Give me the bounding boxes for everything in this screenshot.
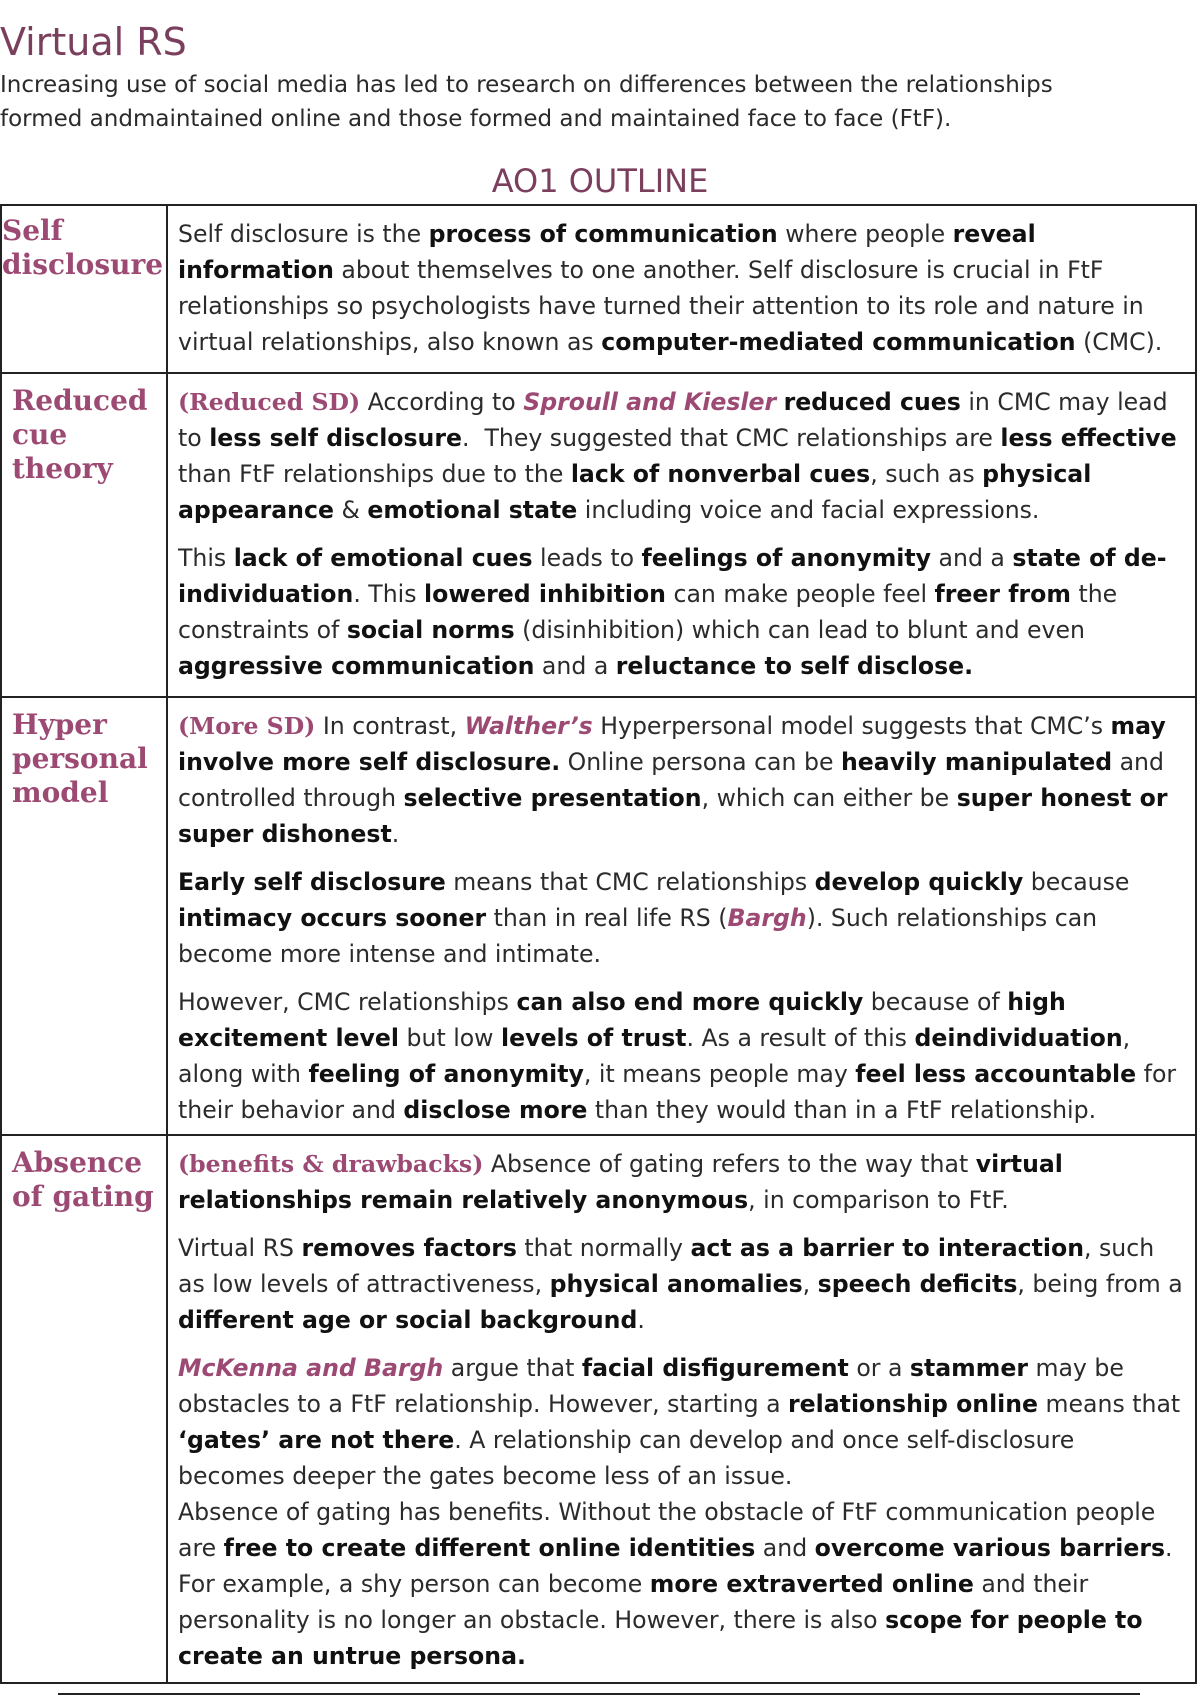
- paragraph: (Reduced SD) According to Sproull and Kiesler reduced cues in CMC may lead to less self disclosure. They suggested that CMC relationships are less effective than FtF relationships due to the lack of nonverbal cues, such as physical appearance & emotional state including voice and facial expressions.: [178, 388, 1177, 524]
- paragraph: Absence of gating has benefits. Without the obstacle of FtF communication people are free to create different online identities and overcome various barriers. For example, a shy person can become more extraverted online and their personality is no longer an obstacle. However, there is also scope for people to create an untrue persona.: [178, 1498, 1173, 1670]
- row-label-hyperpersonal: Hyper personal model: [1, 697, 167, 1135]
- paragraph: McKenna and Bargh argue that facial disfigurement or a stammer may be obstacles to a FtF relationship. However, starting a relationship online means that ‘gates’ are not there. A relationship can develop and once self-disclosure becomes deeper the gates become less of an issue.: [178, 1354, 1181, 1490]
- footer-divider: [58, 1693, 1140, 1695]
- paragraph: Early self disclosure means that CMC relationships develop quickly because intimacy occurs sooner than in real life RS (Bargh). Such relationships can become more intense and intimate.: [178, 868, 1130, 968]
- table-row: [1, 205, 1196, 373]
- intro-paragraph: Increasing use of social media has led to research on differences between the relationships formed andmaintained online and those formed and maintained face to face (FtF).: [0, 72, 1053, 132]
- table-row: [1, 373, 1196, 697]
- paragraph: (benefits & drawbacks) Absence of gating refers to the way that virtual relationships remain relatively anonymous, in comparison to FtF.: [178, 1150, 1063, 1214]
- row-content-self-disclosure: [167, 205, 1196, 373]
- row-label-reduced-cue: Reduced cue theory: [1, 373, 167, 697]
- paragraph: (More SD) In contrast, Walther’s Hyperpersonal model suggests that CMC’s may involve more self disclosure. Online persona can be heavily manipulated and controlled through selective presentation, which can either be super honest or super dishonest.: [178, 712, 1168, 848]
- row-label-self-disclosure: Self disclosure: [1, 205, 167, 373]
- paragraph: Virtual RS removes factors that normally act as a barrier to interaction, such as low levels of attractiveness, physical anomalies, speech deficits, being from a different age or social background.: [178, 1234, 1183, 1334]
- outline-table: [0, 204, 1197, 1684]
- page-title: Virtual RS: [0, 20, 187, 64]
- paragraph: This lack of emotional cues leads to feelings of anonymity and a state of de-individuation. This lowered inhibition can make people feel freer from the constraints of social norms (disinhibition) which can lead to blunt and even aggressive communication and a reluctance to self disclose.: [178, 544, 1167, 680]
- row-content-hyperpersonal: [167, 697, 1196, 1135]
- paragraph: However, CMC relationships can also end more quickly because of high excitement level but low levels of trust. As a result of this deindividuation, along with feeling of anonymity, it means people may feel less accountable for their behavior and disclose more than they would than in a FtF relationship.: [178, 988, 1177, 1124]
- table-row: [1, 1135, 1196, 1683]
- row-label-gating: Absence of gating: [1, 1135, 167, 1683]
- paragraph: Self disclosure is the process of communication where people reveal information about themselves to one another. Self disclosure is crucial in FtF relationships so psychologists have turned their attention to its role and nature in virtual relationships, also known as computer-mediated communication (CMC).: [178, 220, 1163, 356]
- row-content-gating: [167, 1135, 1196, 1683]
- row-content-reduced-cue: [167, 373, 1196, 697]
- section-heading: AO1 OUTLINE: [491, 162, 709, 200]
- table-row: [1, 697, 1196, 1135]
